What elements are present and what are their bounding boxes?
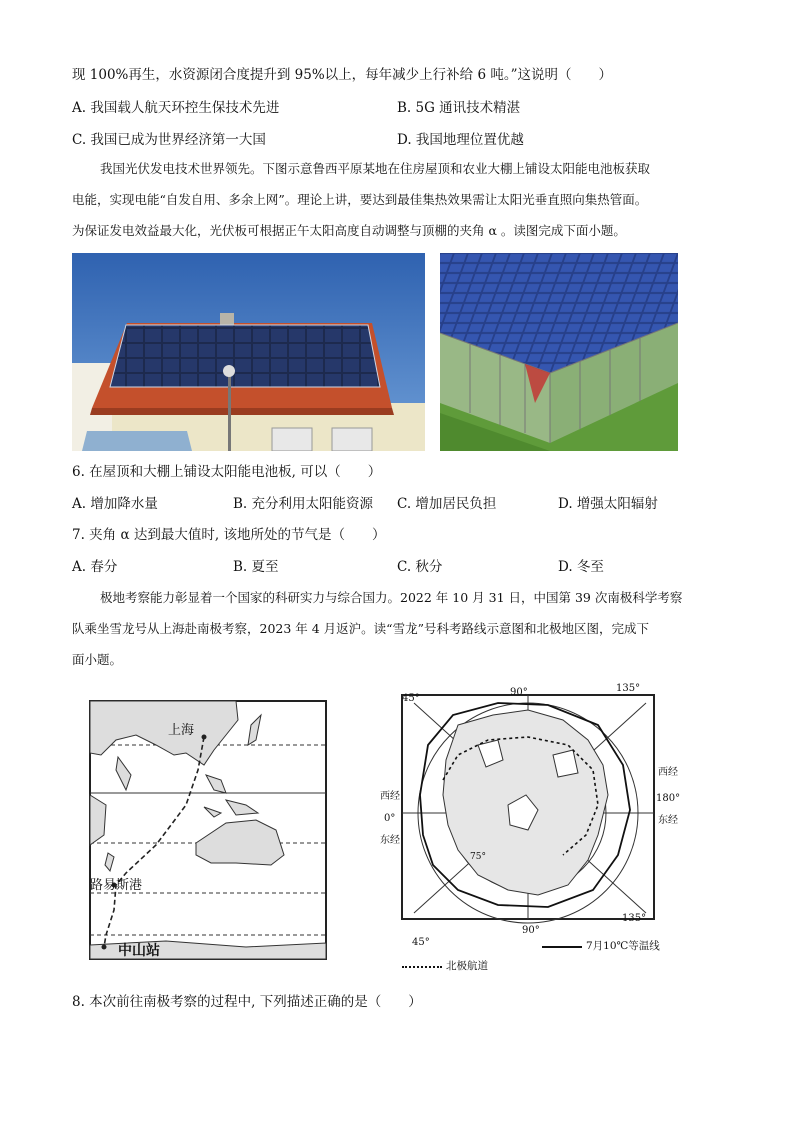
arctic-label-west: 西经 [380,791,400,802]
q5-option-b: B. 5G 通讯技术精湛 [397,100,521,116]
q6-stem: 6. 在屋顶和大棚上铺设太阳能电池板, 可以（ ） [72,464,382,480]
arctic-label-135-bottom: 135° [622,913,647,924]
route-label-shanghai: 上海 [168,723,195,738]
q7-option-c: C. 秋分 [397,559,443,575]
q5-option-d: D. 我国地理位置优越 [397,132,524,148]
passage2-line-2: 队乘坐雪龙号从上海赴南极考察，2023 年 4 月返沪。读“雪龙”号科考路线示意图和北极地区图，完成下 [72,621,649,636]
q7-option-b: B. 夏至 [233,559,279,575]
passage2-line-3: 面小题。 [72,652,123,667]
q7-option-d: D. 冬至 [558,559,604,575]
route-map [86,695,331,967]
arctic-label-east-r: 东经 [658,815,678,826]
q6-option-c: C. 增加居民负担 [397,496,497,512]
route-label-zhongshan: 中山站 [118,943,160,959]
q7-stem: 7. 夹角 α 达到最大值时, 该地所处的节气是（ ） [72,527,386,543]
passage1-line-2: 电能，实现电能“自发自用、多余上网”。理论上讲，要达到最佳集热效果需让太阳光垂直照向集热管面。 [72,192,648,207]
legend-isotherm-label: 7月10℃等温线 [586,940,660,952]
q6-option-a: A. 增加降水量 [72,496,158,512]
greenhouse-solar-photo [440,253,678,451]
house-solar-photo [72,253,425,451]
arctic-label-east: 东经 [380,835,400,846]
arctic-label-45-bottom: 45° [412,937,430,948]
legend-route-label: 北极航道 [446,960,488,972]
arctic-label-45-top: 45° [402,693,420,704]
q7-option-a: A. 春分 [72,559,118,575]
arctic-label-75: 75° [470,852,486,862]
q6-option-d: D. 增强太阳辐射 [558,496,658,512]
passage2-line-1: 极地考察能力彰显着一个国家的科研实力与综合国力。2022 年 10 月 31 日，中国第 39 次南极科学考察 [100,590,683,605]
q6-option-b: B. 充分利用太阳能资源 [233,496,374,512]
q5-stem-tail: 现 100%再生，水资源闭合度提升到 95%以上，每年减少上行补给 6 吨。”这说明（ ） [72,67,613,83]
legend-route-line [402,966,442,968]
arctic-label-90-top: 90° [510,687,528,698]
legend-isotherm-line [542,946,582,948]
arctic-label-west-r: 西经 [658,767,678,778]
q5-option-a: A. 我国载人航天环控生保技术先进 [72,100,280,116]
passage1-line-3: 为保证发电效益最大化，光伏板可根据正午太阳高度自动调整与顶棚的夹角 α 。读图完成下面小题。 [72,223,626,238]
arctic-label-90-bottom: 90° [522,925,540,936]
arctic-map [398,685,663,933]
q8-stem: 8. 本次前往南极考察的过程中, 下列描述正确的是（ ） [72,994,422,1010]
q5-option-c: C. 我国已成为世界经济第一大国 [72,132,266,148]
route-label-port-louis: 路易斯港 [90,878,143,893]
arctic-label-180: 180° [656,793,681,804]
arctic-label-135-top: 135° [616,683,641,694]
passage1-line-1: 我国光伏发电技术世界领先。下图示意鲁西平原某地在住房屋顶和农业大棚上铺设太阳能电池板获取 [100,161,651,176]
arctic-label-0: 0° [384,813,396,824]
